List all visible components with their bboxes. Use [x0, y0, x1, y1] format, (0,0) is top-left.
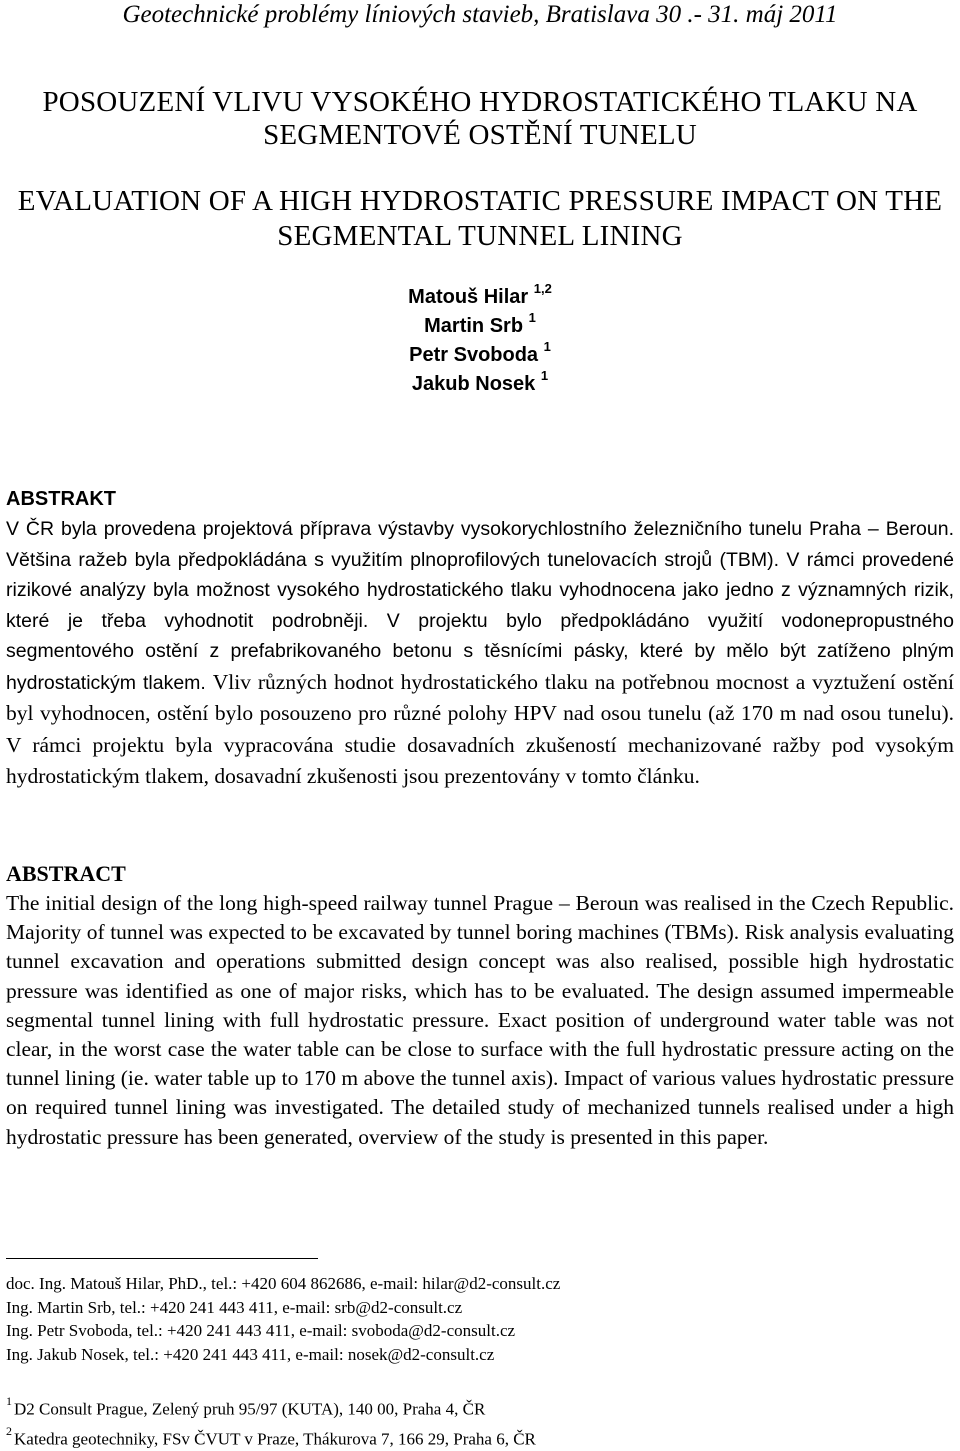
contact-line: Ing. Martin Srb, tel.: +420 241 443 411, e-mail: srb@d2-consult.cz	[6, 1297, 463, 1317]
contact-line: Ing. Jakub Nosek, tel.: +420 241 443 411, e-mail: nosek@d2-consult.cz	[6, 1344, 495, 1364]
title-english	[0, 184, 960, 254]
contact-line: doc. Ing. Matouš Hilar, PhD., tel.: +420 604 862686, e-mail: hilar@d2-consult.cz	[6, 1274, 561, 1293]
abstract-heading: ABSTRACT	[6, 861, 126, 886]
author-name: Matouš Hilar	[408, 286, 529, 308]
author	[0, 283, 960, 312]
title-english-line: SEGMENTAL TUNNEL LINING	[277, 220, 683, 252]
title-czech	[0, 86, 960, 152]
title-czech-line: POSOUZENÍ VLIVU VYSOKÉHO HYDROSTATICKÉHO TLAKU NA	[42, 86, 918, 118]
author	[0, 312, 960, 341]
author-affiliation-mark: 1,2	[533, 281, 552, 297]
abstract-body: The initial design of the long high-speed railway tunnel Prague – Beroun was realised in the Czech Republic. Majority of tunnel was expected to be excavated by tunnel boring machines (TBMs). Risk analysis evaluating tunnel excavation and operations submitted design concept was also realised, possible high hydrostatic pressure was identified as one of major risks, which has to be evaluated. The design assumed impermeable segmental tunnel lining with full hydrostatic pressure. Exact position of underground water table was not clear, in the worst case the water table can be close to surface with the full hydrostatic pressure acting on the tunnel lining (ie. water table up to 170 m above the tunnel axis). Impact of various values hydrostatic pressure on required tunnel lining was investigated. The detailed study of mechanized tunnels realised under a high hydrostatic pressure has been generated, overview of the study is presented in this paper.	[6, 891, 954, 1149]
contact-line: Ing. Petr Svoboda, tel.: +420 241 443 411, e-mail: svoboda@d2-consult.cz	[6, 1321, 516, 1340]
author-affiliation-mark: 1	[540, 368, 549, 384]
running-head: Geotechnické problémy líniových stavieb, Bratislava 30 .- 31. máj 2011	[122, 1, 838, 28]
abstrakt-heading: ABSTRAKT	[6, 488, 116, 510]
affiliation-number: 2	[6, 1423, 12, 1438]
title-english-line: EVALUATION OF A HIGH HYDROSTATIC PRESSURE IMPACT ON THE	[17, 185, 943, 217]
author-contacts	[6, 1272, 954, 1366]
abstrakt-text-part: Vliv různých hodnot hydrostatického tlaku na potřebnou mocnost a vyztužení ostění byl vyhodnocen, ostění bylo posouzeno pro různé polohy HPV nad osou tunelu (až 170 m nad osou tunelu). V rámci projektu byla vypracována studie dosavadních zkušeností mechanizované ražby pod vysokým hydrostatickým tlakem, dosavadní zkušenosti jsou prezentovány v tomto článku.	[6, 669, 954, 788]
affiliation	[6, 1392, 954, 1422]
abstrakt-body	[6, 514, 954, 793]
author-affiliation-mark: 1	[528, 310, 536, 326]
abstrakt-text-part: V rámci provedené rizikové analýzy byla možnost vysokého hydrostatického tlaku vyhodnocena jako jedno z významných rizik, které je třeba vyhodnotit podrobněji. V projektu bylo předpokládáno využití vodonepropustného segmentového ostění z prefabrikovaného betonu s těsnícími pásky, které by mělo být zatíženo plným hydrostatickým tlakem.	[6, 548, 954, 694]
author-name: Martin Srb	[424, 315, 524, 337]
author-name: Petr Svoboda	[409, 344, 539, 366]
abstrakt-text-part: V ČR byla provedena projektová příprava výstavby vysokorychlostního železničního tunelu Praha – Beroun. Většina ražeb byla předpokládána s využitím plnoprofilových tunelovacích strojů (TBM).	[6, 518, 954, 571]
affiliation-text: D2 Consult Prague, Zelený pruh 95/97 (KUTA), 140 00, Praha 4, ČR	[14, 1399, 486, 1419]
footnote-divider	[6, 1258, 318, 1259]
title-czech-line: SEGMENTOVÉ OSTĚNÍ TUNELU	[263, 119, 697, 151]
affiliations	[6, 1392, 954, 1451]
affiliation	[6, 1422, 954, 1451]
affiliation-text: Katedra geotechniky, FSv ČVUT v Praze, Thákurova 7, 166 29, Praha 6, ČR	[14, 1429, 536, 1449]
author	[0, 370, 960, 399]
author-list	[0, 283, 960, 399]
author-affiliation-mark: 1	[543, 339, 551, 355]
affiliation-number: 1	[6, 1394, 12, 1408]
author	[0, 341, 960, 370]
author-name: Jakub Nosek	[411, 373, 536, 395]
